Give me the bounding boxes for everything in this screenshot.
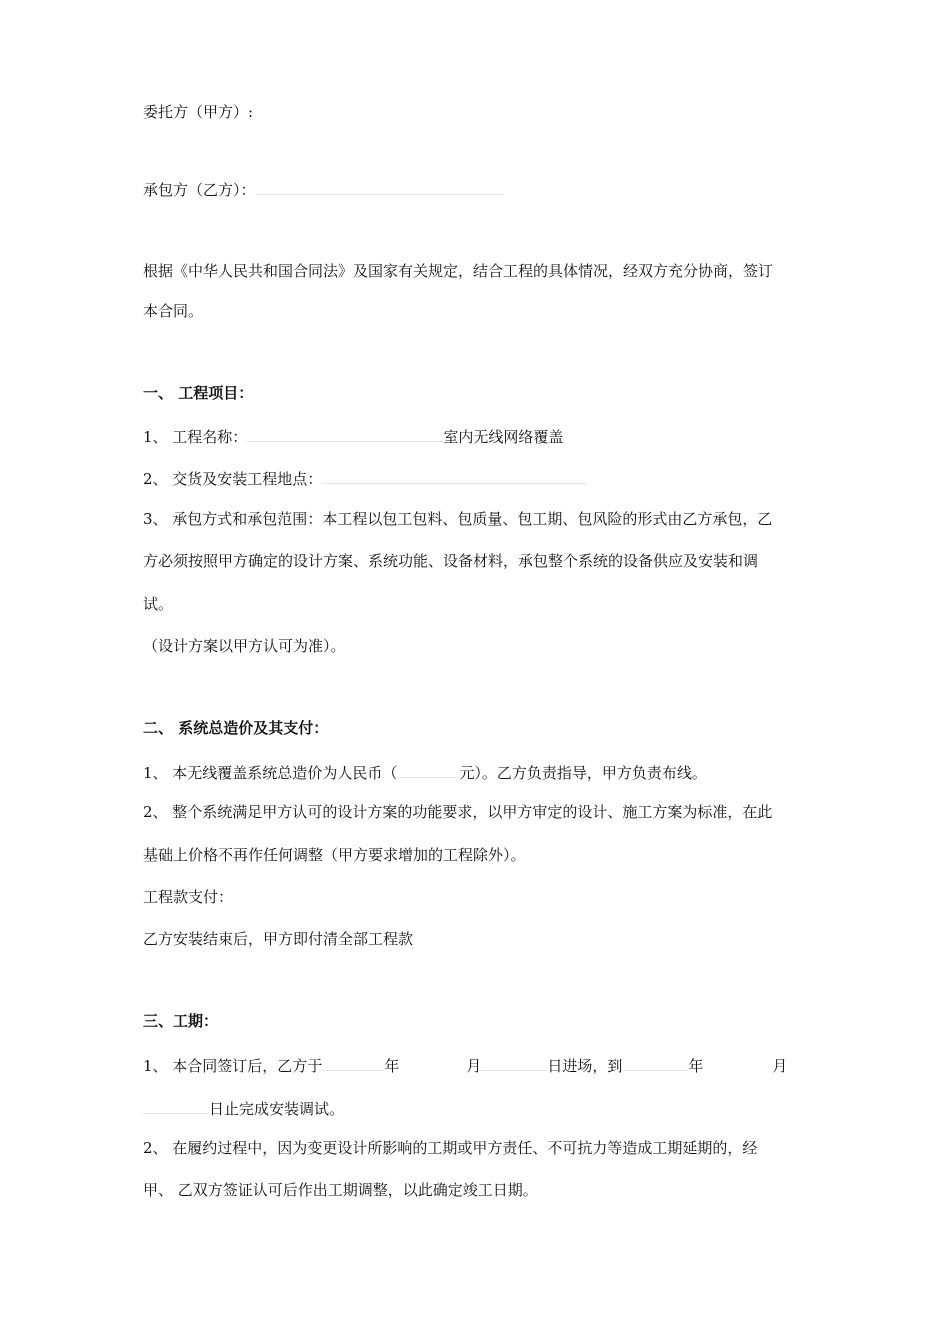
end-day-field[interactable]: [143, 1096, 209, 1114]
schedule-line-2: [143, 1096, 344, 1119]
section-3-heading: 三、工期：: [143, 1012, 219, 1030]
project-name-line: [143, 424, 563, 447]
schedule-line-1: [143, 1053, 787, 1076]
schedule-adjust-line-1: 2、 在履约过程中，因为变更设计所影响的工期或甲方责任、不可抗力等造成工期延期的，经: [143, 1139, 758, 1157]
section-1-heading: 一、 工程项目：: [143, 384, 254, 402]
total-price-line: [143, 760, 707, 783]
total-price-post: 元）。乙方负责指导，甲方负责布线。: [459, 764, 707, 782]
total-price-field[interactable]: [397, 760, 459, 778]
project-name-field[interactable]: [247, 424, 443, 442]
section-2-heading: 二、 系统总造价及其支付：: [143, 719, 329, 737]
project-location-field[interactable]: [322, 466, 586, 484]
price-terms-line-2: 基础上价格不再作任何调整（甲方要求增加的工程除外）。: [143, 846, 526, 864]
contractor-label: 承包方（乙方）：: [143, 181, 256, 199]
end-year-field[interactable]: [622, 1053, 688, 1071]
payment-label: 工程款支付：: [143, 888, 234, 906]
project-name-label: 1、 工程名称：: [143, 428, 248, 446]
start-year-field[interactable]: [322, 1053, 384, 1071]
contract-scope-line-3: 试。: [143, 595, 174, 613]
project-location-line: [143, 466, 586, 489]
start-day-label: 日进场，到: [547, 1057, 623, 1075]
contract-scope-line-2: 方必须按照甲方确定的设计方案、系统功能、设备材料，承包整个系统的设备供应及安装和调: [143, 552, 759, 570]
client-party-line: [143, 102, 253, 122]
payment-text: 乙方安装结束后，甲方即付清全部工程款: [143, 930, 414, 948]
end-year-label: 年: [688, 1057, 704, 1075]
preamble-line-2: 本合同。: [143, 302, 204, 320]
contractor-name-field[interactable]: [256, 177, 504, 195]
contractor-party-line: [143, 177, 504, 200]
start-month-label: 月: [466, 1057, 482, 1075]
project-location-label: 2、 交货及安装工程地点：: [143, 470, 323, 488]
project-name-value: 室内无线网络覆盖: [443, 428, 564, 446]
design-note: （设计方案以甲方认可为准）。: [143, 637, 346, 655]
total-price-pre: 1、 本无线覆盖系统总造价为人民币（: [143, 764, 398, 782]
preamble-line-1: 根据《中华人民共和国合同法》及国家有关规定，结合工程的具体情况，经双方充分协商，签订: [143, 262, 774, 280]
price-terms-line-1: 2、 整个系统满足甲方认可的设计方案的功能要求，以甲方审定的设计、施工方案为标准，在此: [143, 803, 773, 821]
schedule-adjust-line-2: 甲、 乙双方签证认可后作出工期调整，以此确定竣工日期。: [143, 1181, 538, 1199]
client-label: 委托方（甲方）:: [143, 103, 254, 121]
contract-scope-line-1: 3、 承包方式和承包范围：本工程以包工包料、包质量、包工期、包风险的形式由乙方承包，乙: [143, 510, 773, 528]
end-day-label: 日止完成安装调试。: [209, 1100, 345, 1118]
schedule-pre: 1、 本合同签订后，乙方于: [143, 1057, 323, 1075]
end-month-label: 月: [772, 1057, 788, 1075]
start-day-field[interactable]: [481, 1053, 547, 1071]
start-year-label: 年: [384, 1057, 400, 1075]
